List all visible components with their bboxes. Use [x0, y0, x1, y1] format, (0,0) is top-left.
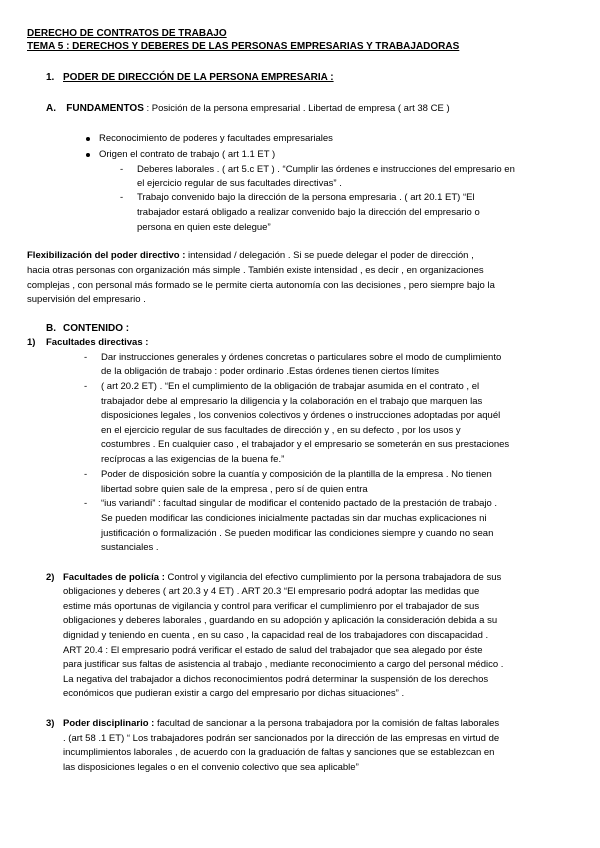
item-2-title: Facultades de policía :	[63, 572, 165, 583]
section-a-title: FUNDAMENTOS	[66, 103, 144, 114]
item-1-d4-line-2: Se pueden modificar las condiciones inicialmente pactadas sin dar muchas explicaciones ni	[101, 513, 487, 524]
sub-1-line-2: el ejercicio regular de sus facultades directivas” .	[137, 178, 342, 189]
dash-marker: -	[84, 469, 88, 480]
item-2-line-4: obligaciones y deberes laborales , guardando en su adopción y aplicación la consideración debida a su	[63, 615, 498, 626]
item-1-d2-line-5: costumbres . En cualquier caso , el trabajador y el empresario se someterán en sus prestaciones	[101, 439, 510, 450]
item-1-d4-line-4: sustanciales .	[101, 542, 159, 553]
flex-line-4: supervisión del empresario .	[27, 294, 146, 305]
item-1-d4-line-1: “ius variandi” : facultad singular de modificar el contenido pactado de la prestación de trabajo .	[101, 498, 498, 509]
item-1-d2-line-6: recíprocas a las exigencias de la buena fe.”	[101, 454, 285, 465]
sub-2-line-3: persona en quien este delegue”	[137, 222, 271, 233]
section-1-title: PODER DE DIRECCIÓN DE LA PERSONA EMPRESARIA :	[63, 72, 334, 83]
item-1-d1-line-2: de la obligación de trabajo : poder ordinario .Estas órdenes tienen ciertos límites	[101, 366, 439, 377]
flex-line-2: hacia otras personas con organización más simple . También existe intensidad , es decir , en organizaciones	[27, 265, 484, 276]
flex-line-3: complejas , con personal más formado se le permite cierta autonomía con las decisiones , pero siempre bajo la	[27, 280, 495, 291]
item-2-line-9: económicos que pudieran existir a cargo del empresario por dichas situaciones” .	[63, 688, 405, 699]
item-2-line-6: ART 20.4 : El empresario podrá verificar el estado de salud del trabajador que sea alegado por éste	[63, 645, 483, 656]
item-3-line-4: las disposiciones legales o en el convenio colectivo que sea aplicable”	[63, 762, 359, 773]
item-1-title: Facultades directivas :	[46, 337, 149, 348]
item-3-number: 3)	[46, 718, 55, 729]
section-b-letter: B.	[46, 323, 56, 334]
dash-marker: -	[84, 498, 88, 509]
item-2-line-7: para justificar sus faltas de asistencia al trabajo , mediante reconocimiento a cargo del personal médico .	[63, 659, 504, 670]
item-1-d1-line-1: Dar instrucciones generales y órdenes concretas o particulares sobre el modo de cumplimiento	[101, 352, 502, 363]
item-1-d2-line-1: ( art 20.2 ET) . “En el cumplimiento de la obligación de trabajar asumida en el contrato , el	[101, 381, 480, 392]
bullet-dot	[86, 153, 90, 157]
section-b-title: CONTENIDO :	[63, 323, 130, 334]
sub-1-line-1: Deberes laborales . ( art 5.c ET ) . “Cumplir las órdenes e instrucciones del empresario en	[137, 164, 515, 175]
item-1-d2-line-4: en el ejercicio regular de sus facultades de dirección y , en su defecto , por los usos y	[101, 425, 461, 436]
item-1-d2-line-3: disposiciones legales , los convenios colectivos y órdenes o instrucciones adoptadas por aquél	[101, 410, 501, 421]
course-title: DERECHO DE CONTRATOS DE TRABAJO	[27, 28, 227, 39]
item-3-line-1: Poder disciplinario : facultad de sancionar a la persona trabajadora por la comisión de faltas laborales	[63, 718, 500, 729]
section-a-letter: A.	[46, 103, 56, 114]
bullet-dot	[86, 137, 90, 141]
item-3-line-2: . (art 58 .1 ET) “ Los trabajadores podrán ser sancionados por la dirección de las empresas en virtud de	[63, 733, 500, 744]
item-2-line-3: estime más oportunas de vigilancia y control para verificar el cumplimienro por el trabajador de sus	[63, 601, 480, 612]
flex-line-1: Flexibilización del poder directivo : intensidad / delegación . Si se puede delegar el poder de dirección ,	[27, 250, 474, 261]
dash-marker: -	[84, 352, 88, 363]
item-2-line-8: La negativa del trabajador a dichos reconocimientos podrá determinar la suspensión de los derechos	[63, 674, 489, 685]
dash-marker: -	[120, 164, 124, 175]
flex-title: Flexibilización del poder directivo :	[27, 250, 186, 261]
dash-marker: -	[84, 381, 88, 392]
item-3-title: Poder disciplinario :	[63, 718, 155, 729]
sub-2-line-1: Trabajo convenido bajo la dirección de la persona empresaria . ( art 20.1 ET) “El	[137, 192, 475, 203]
item-1-d2-line-2: trabajador debe al empresario la diligencia y la colaboración en el trabajo que marquen las	[101, 396, 483, 407]
bullet-1-text: Reconocimiento de poderes y facultades empresariales	[99, 133, 333, 144]
section-1-number: 1.	[46, 72, 55, 83]
item-2-line-5: dignidad y teniendo en cuenta , en su caso , la capacidad real de los trabajadores con discapacidad .	[63, 630, 489, 641]
bullet-2-text: Origen el contrato de trabajo ( art 1.1 ET )	[99, 149, 276, 160]
item-2-line-2: obligaciones y deberes ( art 20.3 y 4 ET) . ART 20.3 “El empresario podrá adoptar las medidas que	[63, 586, 480, 597]
topic-title: TEMA 5 : DERECHOS Y DEBERES DE LAS PERSONAS EMPRESARIAS Y TRABAJADORAS	[27, 41, 460, 52]
dash-marker: -	[120, 192, 124, 203]
item-2-number: 2)	[46, 572, 55, 583]
item-1-number: 1)	[27, 337, 36, 348]
section-a-text: : Posición de la persona empresarial . Libertad de empresa ( art 38 CE )	[143, 103, 450, 114]
item-1-d3-line-2: libertad sobre quien sale de la empresa , pero sí de quien entra	[101, 484, 368, 495]
item-2-line-1: Facultades de policía : Control y vigilancia del efectivo cumplimiento por la persona trabajadora de sus	[63, 572, 502, 583]
item-1-d3-line-1: Poder de disposición sobre la cuantía y composición de la plantilla de la empresa . No tienen	[101, 469, 492, 480]
item-1-d4-line-3: justificación o formalización . Se pueden modificar las condiciones siempre y cuando no sean	[101, 528, 494, 539]
sub-2-line-2: trabajador estará obligado a realizar convenido bajo la dirección del empresario o	[137, 207, 480, 218]
section-a-line	[46, 103, 450, 115]
item-3-line-3: incumplimientos laborales , de acuerdo con la graduación de faltas y sanciones que se establezcan en	[63, 747, 495, 758]
